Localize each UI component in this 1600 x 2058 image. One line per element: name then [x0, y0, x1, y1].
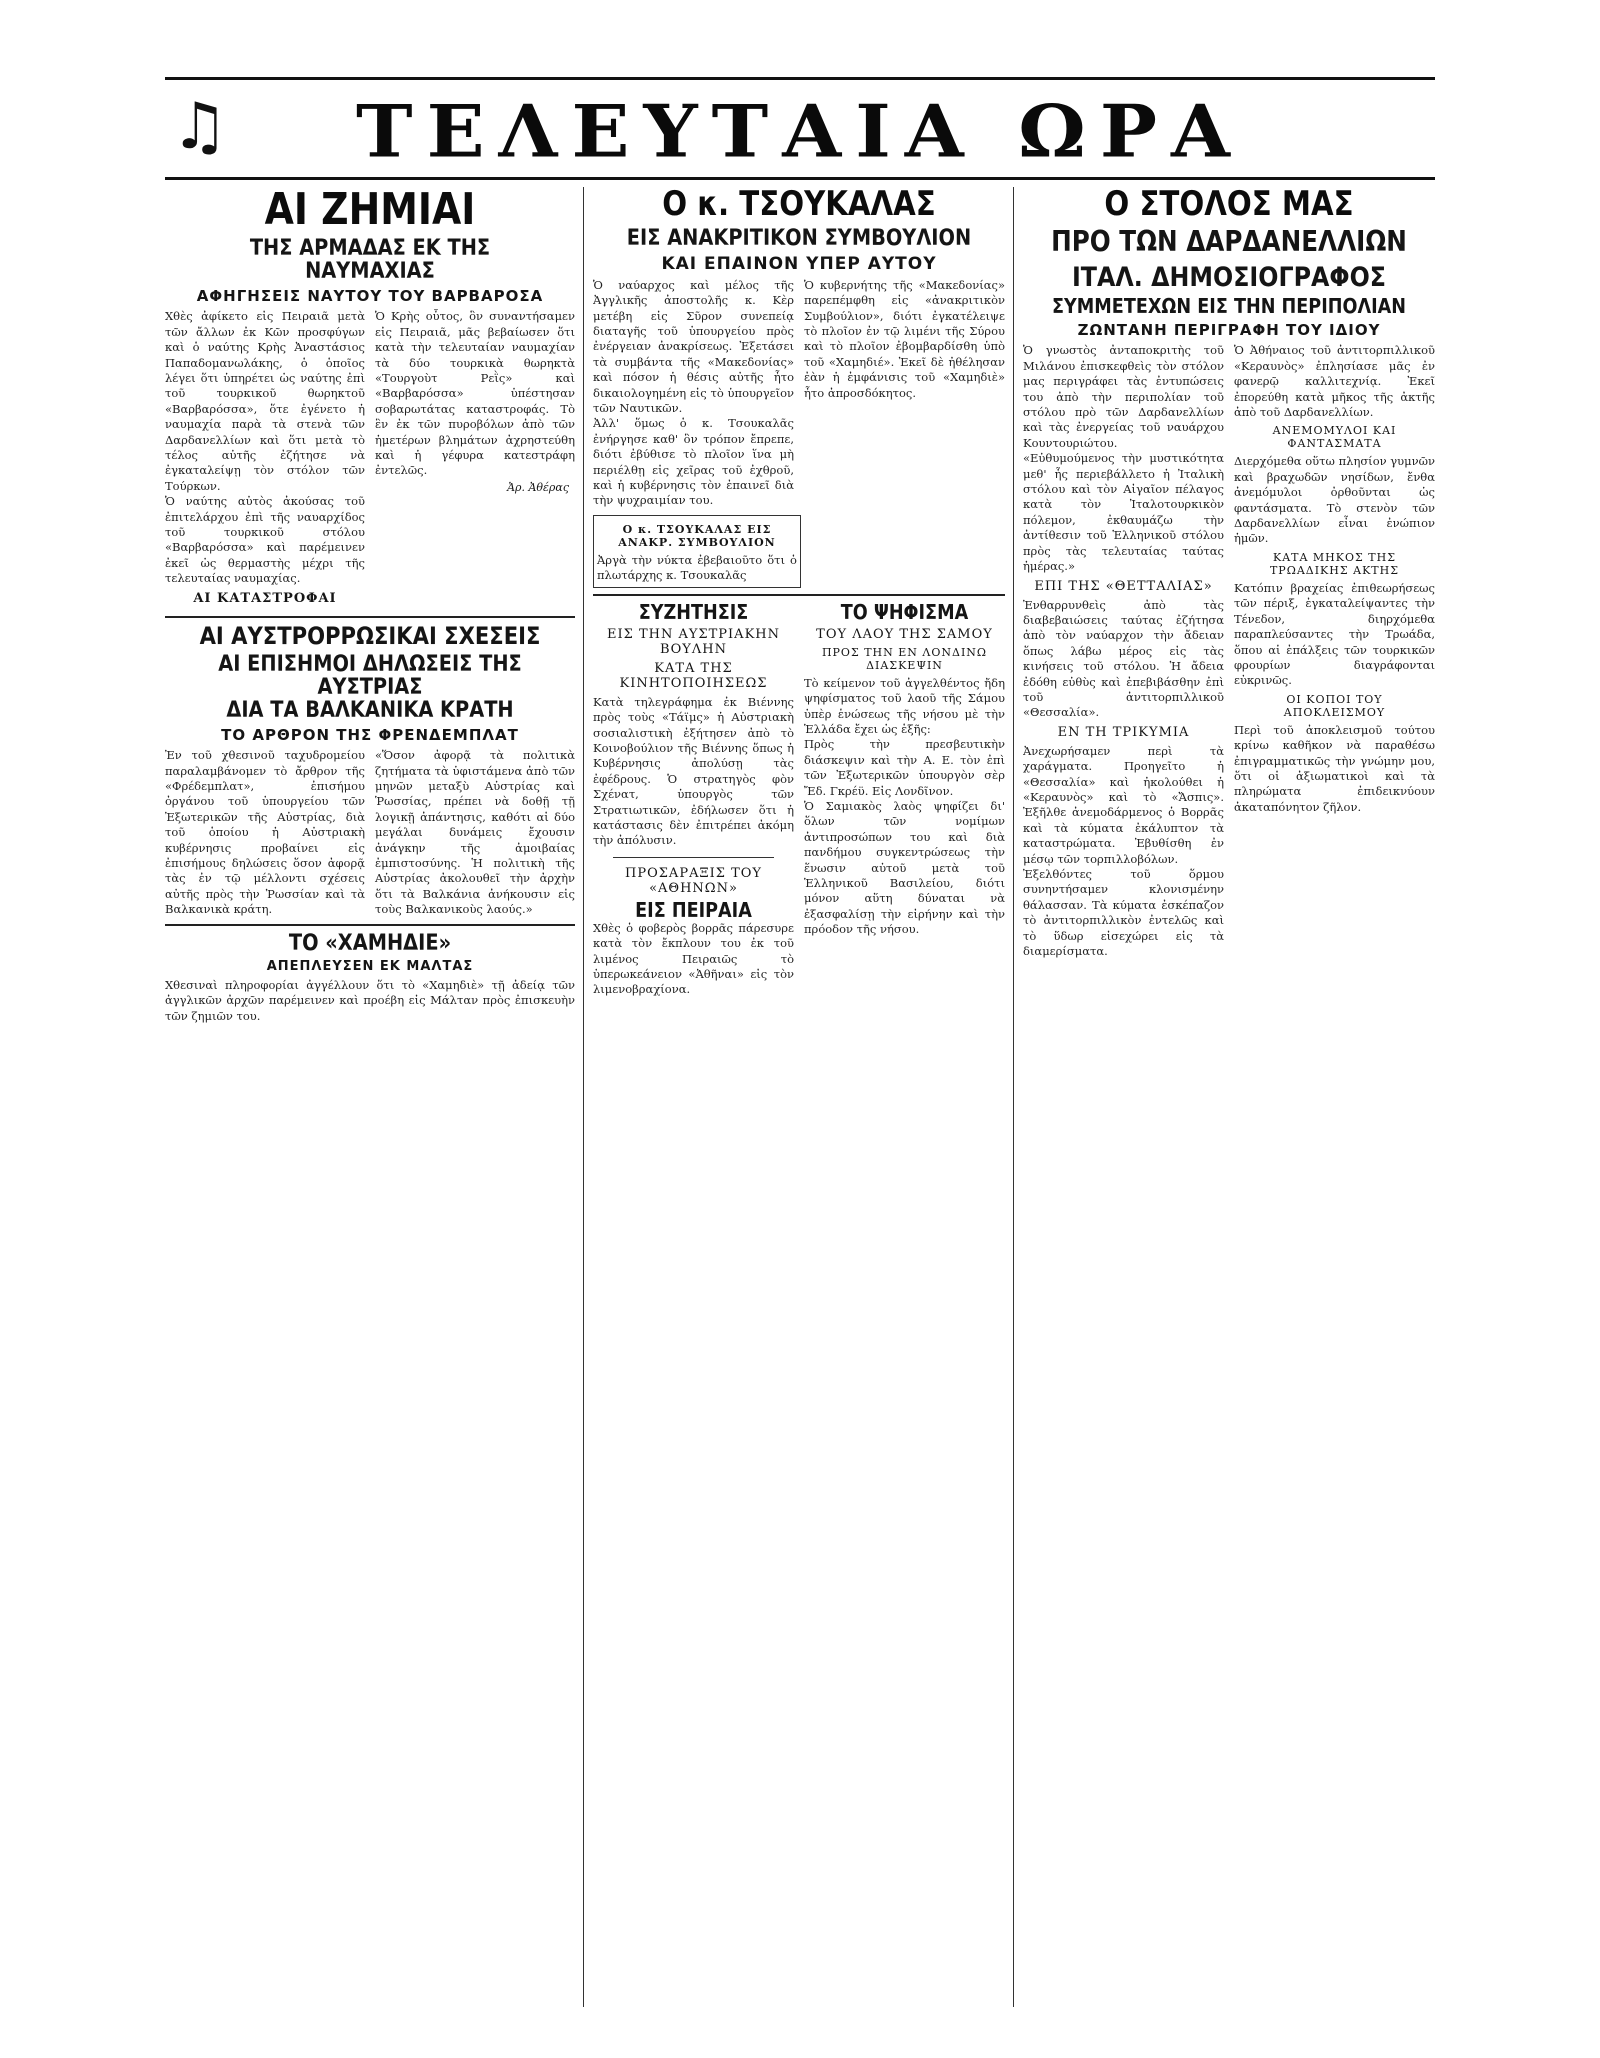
paragraph: Ἐν τοῦ χθεσινοῦ ταχυδρομείου παραλαμβάνομεν τὸ ἄρθρον τῆς «Φρέδεμπλατ», ἐπισήμου ὀργάνου τοῦ ὑπουργείου τῶν Ἐξωτερικῶν τῆς Αὐστρίας, διὰ τοῦ ὁποίου ἡ Αὐστριακὴ κυβέρνησις προβαίνει εἰς ἐπισήμους δηλώσεις ὅσον ἀφορᾷ τὰς ἐν τῷ μέλλοντι σχέσεις αὐτῆς πρὸς τὴν Ῥωσσίαν καὶ τὰ Βαλκανικὰ κράτη.	[165, 748, 365, 917]
lower-articles	[593, 599, 1005, 998]
paragraph: Ἐνθαρρυνθεὶς ἀπὸ τὰς διαβεβαιώσεις ταύτας ἐζήτησα ἀπὸ τὸν ναύαρχον τὴν ἄδειαν ὅπως λάβω μέρος εἰς τὰς κινήσεις τοῦ στόλου. Ἡ ἄδεια ἐδόθη εὐθὺς καὶ ἐπεβιβάσθην ἐπὶ τοῦ ἀντιτορπιλλικοῦ «Θεσσαλία».	[1023, 597, 1224, 720]
kicker-epainon: ΚΑΙ ΕΠΑΙΝΟΝ ΥΠΕΡ ΑΥΤΟΥ	[661, 253, 937, 274]
paragraph: Ὁ ναύαρχος καὶ μέλος τῆς Ἀγγλικῆς ἀποστολῆς κ. Κὲρ μετέβη εἰς Σῦρον συνεπείᾳ διαταγῆς τοῦ ὑπουργείου πρὸς ἐνέργειαν ἀνακρίσεως. Ἐξετάσει τὰ συμβάντα τῆς «Μακεδονίας» καὶ πόσον ἡ θέσις αὐτῆς ἦτο δικαιολογημένη εἰς τὸ ὑπουργεῖον τῶν Ναυτικῶν.	[593, 277, 794, 416]
paragraph: Χθεσιναὶ πληροφορίαι ἀγγέλλουν ὅτι τὸ «Χαμηδιὲ» τῇ ἀδείᾳ τῶν ἀγγλικῶν ἀρχῶν παρέμεινεν καὶ προέβη εἰς Μάλταν πρὸς ἐπισκευὴν τῶν ζημιῶν του.	[165, 977, 575, 1023]
kicker-barbarosa: ΑΦΗΓΗΣΕΙΣ ΝΑΥΤΟΥ ΤΟΥ ΒΑΡΒΑΡΟΣΑ	[196, 287, 544, 306]
masthead-title: ΤΕΛΕΥΤΑΙΑ ΩΡΑ	[356, 88, 1244, 174]
subhead-malta: ΑΠΕΠΛΕΥΣΕΝ ΕΚ ΜΑΛΤΑΣ	[266, 958, 474, 974]
subhead-anakritikon: ΕΙΣ ΑΝΑΚΡΙΤΙΚΟΝ ΣΥΜΒΟΥΛΙΟΝ	[626, 225, 972, 251]
subhead-armadas: ΤΗΣ ΑΡΜΑΔΑΣ ΕΚ ΤΗΣ ΝΑΥΜΑΧΙΑΣ	[249, 236, 491, 285]
paragraph: Ὁ Σαμιακὸς λαὸς ψηφίζει δι' ὅλων τῶν νομίμων ἀντιπροσώπων του καὶ διὰ πανδήμου συγκεντρώσεως τὴν ἕνωσιν αὐτοῦ μετὰ τοῦ Ἑλληνικοῦ Βασιλείου, διότι μόνον αὕτη δύναται νὰ ἐξασφαλίσῃ τὴν εἰρήνην καὶ τὴν πρόοδον τῆς νήσου.	[804, 798, 1005, 937]
paragraph: Ὁ γνωστὸς ἀνταποκριτὴς τοῦ Μιλάνου ἐπισκεφθεὶς τὸν στόλον μας περιγράφει τὰς ἐντυπώσεις του ἀπὸ τὴν περιπολίαν τοῦ στόλου πρὸ τῶν Δαρδανελλίων καὶ τὰς ἐνεργείας τοῦ ναυάρχου Κουντουριώτου.	[1023, 343, 1224, 450]
subhead-vouli: ΕΙΣ ΤΗΝ ΑΥΣΤΡΙΑΚΗΝ ΒΟΥΛΗΝ	[607, 626, 780, 657]
signature: Ἀρ. Ἀθέρας	[507, 480, 569, 494]
paragraph: Ὁ Ἀθήναιος τοῦ ἀντιτορπιλλικοῦ «Κεραυνὸς» ἐπλησίασε μᾶς ἐν φανερῷ καλλιτεχνίᾳ. Ἐκεῖ ἐπορεύθη κατὰ μῆκος τῆς ἀκτῆς ἀπὸ τοῦ Δαρδανελλίων.	[1234, 343, 1435, 420]
boxed-note	[593, 515, 801, 588]
paragraph: Ἀνεχωρήσαμεν περὶ τὰ χαράγματα. Προηγεῖτο ἡ «Θεσσαλία» καὶ ἠκολούθει ἡ «Κεραυνὸς» καὶ τὸ «Ἄσπις». Ἐξῆλθε ἀνεμοδάρμενος ὁ Βορρᾶς καὶ τὰ κύματα ἐκάλυπτον τὰ καταστρώματα. Ἐβυθίσθη ἐν μέσῳ τῶν τορπιλλοβόλων.	[1023, 743, 1224, 866]
kicker-frendemplat: ΤΟ ΑΡΘΡΟΝ ΤΗΣ ΦΡΕΝΔΕΜΠΛΑΤ	[221, 726, 519, 745]
paragraph: «Ὅσον ἀφορᾷ τὰ πολιτικὰ ζητήματα τὰ ὑφιστάμενα ἀπὸ τῶν μηνῶν μεταξὺ Αὐστρίας καὶ Ῥωσσίας, πρέπει νὰ δοθῇ τῇ λογικῇ ἀπάντησις, καθότι αἱ δύο μεγάλαι δυνάμεις ἔχουσιν ἀνάγκην τῆς ἀμοιβαίας ἐμπιστοσύνης. Ἡ πολιτικὴ τῆς Αὐστρίας ἀκολουθεῖ τὴν ἀρχὴν ὅτι τὰ Βαλκάνια ἀνήκουσιν εἰς τοὺς Βαλκανικοὺς λαούς.»	[375, 748, 575, 917]
subhead-apokleismou: ΟΙ ΚΟΠΟΙ ΤΟΥ ΑΠΟΚΛΕΙΣΜΟΥ	[1283, 692, 1386, 719]
paragraph: Ὁ ναύτης αὐτὸς ἀκούσας τοῦ ἐπιτελάρχου ἐπὶ τῆς ναυαρχίδος τοῦ τουρκικοῦ στόλου «Βαρβαρόσσα» καὶ παρέμεινεν ἐκεῖ ὡς θερμαστὴς μέχρι τῆς τελευταίας ναυμαχίας.	[165, 494, 365, 586]
subhead-prosaraxis: ΠΡΟΣΑΡΑΞΙΣ ΤΟΥ «ΑΘΗΝΩΝ»	[625, 865, 762, 896]
subhead-kinitopoiisi: ΚΑΤΑ ΤΗΣ ΚΙΝΗΤΟΠΟΙΗΣΕΩΣ	[619, 660, 768, 691]
paragraph: Χθὲς ἀφίκετο εἰς Πειραιᾶ μετὰ τῶν ἄλλων ἐκ Κῶν προσφύγων καὶ ὁ ναύτης Κρὴς Ἀναστάσιος Παπαδομανωλάκης, ὁ ὁποῖος λέγει ὅτι ὑπηρέτει ὡς ναύτης ἐπὶ τοῦ τουρκικοῦ θωρηκτοῦ «Βαρβαρόσσα», ὅτε ἐγένετο ἡ ναυμαχία παρὰ τὰ στενὰ τῶν Δαρδανελλίων καὶ ὅτι μετὰ τὸ τέλος αὐτῆς ἐζήτησε νὰ ἐγκαταλείψῃ τὸν στόλον τῶν Τούρκων.	[165, 309, 365, 493]
paragraph: Ἀλλ' ὅμως ὁ κ. Τσουκαλᾶς ἐνήργησε καθ' ὃν τρόπον ἔπρεπε, διότι ἐβύθισε τὸ πλοῖον ἵνα μὴ περιέλθῃ εἰς χεῖρας τοῦ ἐχθροῦ, καὶ ἡ κυβέρνησις τὸν ἐπαινεῖ διὰ τὴν ψυχραιμίαν του.	[593, 416, 794, 508]
subhead-samou: ΤΟΥ ΛΑΟΥ ΤΗΣ ΣΑΜΟΥ	[816, 626, 993, 642]
subhead-katastrofai: ΑΙ ΚΑΤΑΣΤΡΟΦΑΙ	[193, 590, 337, 606]
subhead-anemomyloi: ΑΝΕΜΟΜΥΛΟΙ ΚΑΙ ΦΑΝΤΑΣΜΑΤΑ	[1272, 424, 1397, 451]
paragraph: Ὁ Κρὴς οὗτος, ὃν συναντήσαμεν εἰς Πειραιᾶ, μᾶς βεβαίωσεν ὅτι κατὰ τὴν τελευταίαν ναυμαχίαν τὰ δύο τουρκικὰ θωρηκτὰ «Τουργοὺτ Ρεῒς» καὶ «Βαρβαρόσσα» ὑπέστησαν σοβαρωτάτας καταστροφάς. Τὸ ἓν ἐκ τῶν πυροβόλων ἀπὸ τῶν ἡμετέρων βλημάτων ἀχρηστεύθη καὶ ἡ γέφυρα κατεστράφη ἐντελῶς.	[375, 309, 575, 478]
subhead-londino: ΠΡΟΣ ΤΗΝ ΕΝ ΛΟΝΔΙΝΩ ΔΙΑΣΚΕΨΙΝ	[821, 645, 988, 672]
column-divider-1	[583, 187, 584, 2007]
boxed-note-title: Ο κ. ΤΣΟΥΚΑΛΑΣ ΕΙΣ ΑΝΑΚΡ. ΣΥΜΒΟΥΛΙΟΝ	[618, 522, 776, 549]
left-ornament-icon: ♫	[171, 90, 229, 164]
article-hamidie-row	[165, 932, 575, 1024]
separator	[613, 857, 774, 858]
headline-psifisma: ΤΟ ΨΗΦΙΣΜΑ	[840, 599, 969, 624]
article-tsoukalas	[593, 278, 1005, 509]
paragraph: Χθὲς ὁ φοβερὸς βορρᾶς πάρεσυρε κατὰ τὸν ἔκπλουν του ἐκ τοῦ λιμένος Πειραιῶς τὸ ὑπερωκεάνειον «Ἀθῆναι» εἰς τὸν λιμενοβραχίονα.	[593, 920, 794, 997]
headline-stolos: Ο ΣΤΟΛΟΣ ΜΑΣ	[1104, 187, 1354, 224]
paragraph: Κατόπιν βραχείας ἐπιθεωρήσεως τῶν πέριξ, ἐγκαταλείψαντες τὴν Τένεδον, διηρχόμεθα παραπλεύσαντες τὴν Τρωάδα, ὅπου αἱ ἐπάλξεις τῶν τουρκικῶν φρουρίων διαγράφονται εὐκρινῶς.	[1234, 580, 1435, 688]
paragraph: Ἀργὰ τὴν νύκτα ἐβεβαιοῦτο ὅτι ὁ πλωτάρχης κ. Τσουκαλᾶς	[597, 552, 797, 583]
paragraph: Κατὰ τηλεγράφημα ἐκ Βιέννης πρὸς τοὺς «Τάϊμς» ἡ Αὐστριακὴ σοσιαλιστικὴ ἐξήτησεν ἀπὸ τὸ Κοινοβούλιον τῆς Βιέννης ὅπως ἡ Κυβέρνησις ἀπολύσῃ τὰς ἐφέδρους. Ὁ στρατηγὸς φὸν Σχένατ, ὑπουργὸς τῶν Στρατιωτικῶν, ἐδήλωσεν ὅτι ἡ κατάστασις δὲν ἐπιτρέπει ἀκόμη τὴν ἀπόλυσιν.	[593, 694, 794, 848]
paragraph: «Εὐθυμούμενος τὴν μυστικότητα μεθ' ἧς περιεβάλλετο ἡ Ἰταλικὴ στόλου καὶ τὸν Αἰγαῖον πέλαγος κατὰ τὸν Ἰταλοτουρκικὸν πόλεμον, ἐκθαυμάζω τὴν ἀντίθεσιν τοῦ Ἑλληνικοῦ στόλου πρὸς τὰς τελευταίας ταύτας ἡμέρας.»	[1023, 451, 1224, 574]
headline-peiraia: ΕΙΣ ΠΕΙΡΑΙΑ	[635, 897, 752, 922]
article-austria	[165, 748, 575, 917]
paragraph: Πρὸς τὴν πρεσβευτικὴν διάσκεψιν καὶ τὴν Α. Ε. τὸν ἐπὶ τῶν Ἐξωτερικῶν ὑπουργὸν σὲρ Ἔδ. Γκρέϋ. Εἰς Λονδῖνον.	[804, 737, 1005, 798]
column-1	[165, 187, 575, 1024]
paragraph: Διερχόμεθα οὕτω πλησίον γυμνῶν καὶ βραχωδῶν νησίδων, ἔνθα ἀνεμόμυλοι ὀρθοῦνται ὡς φαντάσματα. Τὸ στενὸν τῶν Δαρδανελλίων εἶναι ἐνώπιον ἡμῶν.	[1234, 454, 1435, 546]
separator	[165, 924, 575, 926]
paragraph: Ἐξελθόντες τοῦ ὅρμου συνηντήσαμεν κλονισμένην θάλασσαν. Τὰ κύματα ἐσκέπαζον τὸ ἀντιτορπιλλικὸν ἐντελῶς καὶ τὸ ὕδωρ εἰσεχώρει εἰς τὰ διαμερίσματα.	[1023, 867, 1224, 959]
subhead-valkanika: ΔΙΑ ΤΑ ΒΑΛΚΑΝΙΚΑ ΚΡΑΤΗ	[226, 698, 514, 724]
separator	[165, 616, 575, 618]
newspaper-page	[165, 75, 1435, 2015]
kicker-perigrafi: ΖΩΝΤΑΝΗ ΠΕΡΙΓΡΑΦΗ ΤΟΥ ΙΔΙΟΥ	[1077, 321, 1381, 340]
top-rule	[165, 77, 1435, 80]
subhead-dardanellion: ΠΡΟ ΤΩΝ ΔΑΡΔΑΝΕΛΛΙΩΝ	[1051, 224, 1407, 258]
separator	[593, 594, 1005, 596]
paragraph: Ὁ κυβερνήτης τῆς «Μακεδονίας» παρεπέμφθη εἰς «ἀνακριτικὸν Συμβούλιον», διότι ἐγκατέλειψε τὸ πλοῖον ἐν τῷ λιμένι τῆς Σύρου καὶ τὸ πλοῖον ἐβομβαρδίσθη ὑπὸ τοῦ «Χαμηδιέ». Ἐκεῖ δὲ ἠθέλησαν ἐὰν ἡ ἐμφάνισις τοῦ «Χαμηδιὲ» ἦτο ἀπροσδόκητος.	[804, 277, 1005, 400]
headline-syzitisis: ΣΥΖΗΤΗΣΙΣ	[638, 599, 749, 624]
headline-tsoukalas: Ο κ. ΤΣΟΥΚΑΛΑΣ	[662, 187, 936, 224]
paragraph: Περὶ τοῦ ἀποκλεισμοῦ τούτου κρίνω καθῆκον νὰ παραθέσω ἐπιγραμματικῶς τὴν γνώμην μου, ὅτι οἱ ἀξιωματικοὶ καὶ τὰ πληρώματα ἐπιδεικνύουν ἀκαταπόνητον ζῆλον.	[1234, 722, 1435, 814]
subhead-trikymia: ΕΝ ΤΗ ΤΡΙΚΥΜΙΑ	[1057, 724, 1190, 740]
subhead-thessalias: ΕΠΙ ΤΗΣ «ΘΕΤΤΑΛΙΑΣ»	[1034, 578, 1213, 594]
headline-hamidie: ΤΟ «ΧΑΜΗΔΙΕ»	[288, 930, 452, 956]
subhead-peripolian: ΣΥΜΜΕΤΕΧΩΝ ΕΙΣ ΤΗΝ ΠΕΡΙΠΟΛΙΑΝ	[1052, 294, 1406, 319]
column-2	[593, 187, 1005, 998]
column-3	[1023, 187, 1435, 959]
masthead	[165, 89, 1435, 173]
masthead-bottom-rule	[165, 177, 1435, 180]
subhead-troadikis: ΚΑΤΑ ΜΗΚΟΣ ΤΗΣ ΤΡΩΑΔΙΚΗΣ ΑΚΤΗΣ	[1269, 550, 1400, 577]
headline-zimiai: ΑΙ ΖΗΜΙΑΙ	[264, 187, 476, 235]
column-divider-2	[1013, 187, 1014, 2007]
headline-austrorossikai: ΑΙ ΑΥΣΤΡΟΡΡΩΣΙΚΑΙ ΣΧΕΣΕΙΣ	[199, 621, 541, 650]
subhead-episimoi: ΑΙ ΕΠΙΣΗΜΟΙ ΔΗΛΩΣΕΙΣ ΤΗΣ ΑΥΣΤΡΙΑΣ	[218, 651, 522, 700]
article-stolos	[1023, 343, 1435, 959]
article-zimiai	[165, 309, 575, 609]
headline-ital: ΙΤΑΛ. ΔΗΜΟΣΙΟΓΡΑΦΟΣ	[1071, 262, 1387, 294]
paragraph: Τὸ κείμενον τοῦ ἀγγελθέντος ἤδη ψηφίσματος τοῦ λαοῦ τῆς Σάμου ὑπὲρ ἑνώσεως τῆς νήσου μὲ τὴν Ἑλλάδα ἔχει ὡς ἑξῆς:	[804, 675, 1005, 736]
